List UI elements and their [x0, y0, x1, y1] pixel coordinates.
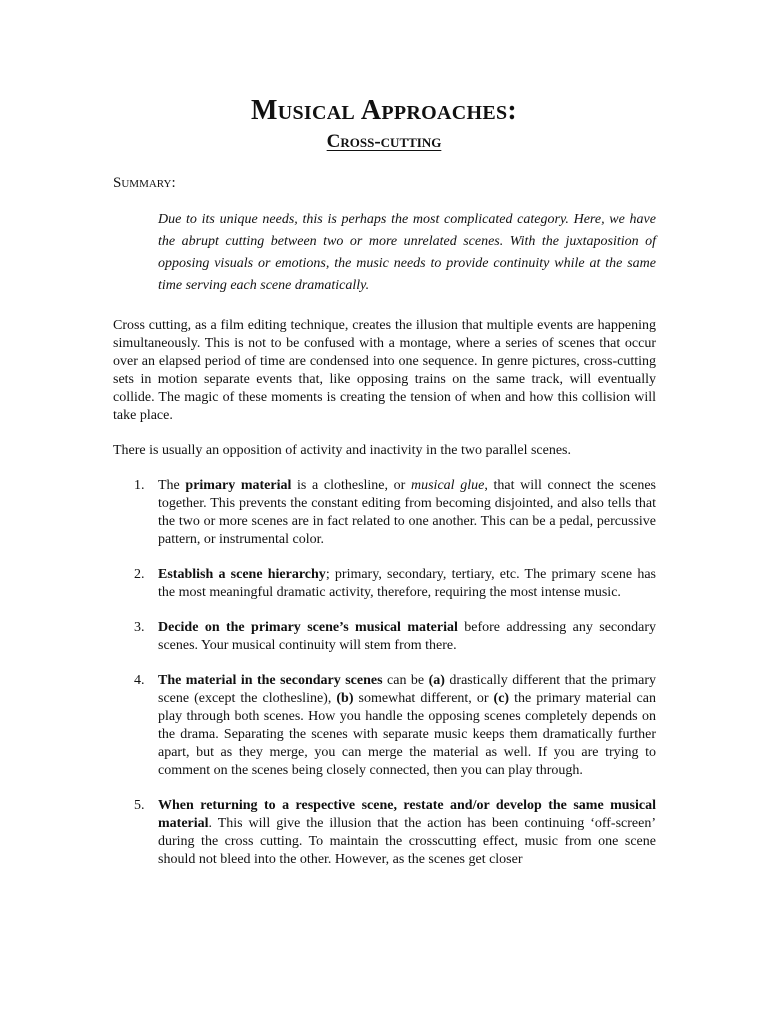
list-item-text: The material in the secondary scenes can be (a) drastically different that the primary scene (except the clothesline), (b) somewhat different, or (c) the primary material can play through both scenes. How you handle the opposing scenes completely depends on the drama. Separating the scenes with separate music keeps them dramatically further apart, but as they merge, you can merge the material as well. If you are trying to comment on the scenes being closely connected, then you can play through.: [158, 673, 656, 778]
list-item: [113, 566, 656, 602]
page-title: Musical Approaches:: [250, 95, 518, 126]
list-item-number: 3.: [134, 620, 145, 635]
body-paragraph: Cross cutting, as a film editing technique, creates the illusion that multiple events are happening simultaneously. This is not to be confused with a montage, where a series of scenes that occur over an elapsed period of time are condensed into one sequence. In genre pictures, cross-cutting sets in motion separate events that, like opposing trains on the same track, will eventually collide. The magic of these moments is creating the tension of when and how this collision will take place.: [113, 318, 656, 423]
list-item: [113, 477, 656, 549]
list-item: [113, 797, 656, 869]
list-item-text: Decide on the primary scene’s musical material before addressing any secondary scenes. Your musical continuity will stem from there.: [158, 620, 657, 653]
numbered-list: [113, 477, 656, 886]
list-item-number: 2.: [134, 567, 145, 582]
list-item-number: 1.: [134, 478, 145, 493]
list-item: [113, 672, 656, 780]
list-item-number: 4.: [134, 673, 145, 688]
list-item: [113, 619, 656, 655]
list-item-number: 5.: [134, 798, 145, 813]
summary-heading: Summary:: [113, 175, 176, 191]
summary-text: Due to its unique needs, this is perhaps the most complicated category. Here, we have the abrupt cutting between two or more unrelated scenes. With the juxtaposition of opposing visuals or emotions, the music needs to provide continuity while at the same time serving each scene dramatically.: [158, 212, 656, 293]
list-item-text: The primary material is a clothesline, or musical glue, that will connect the scenes together. This prevents the constant editing from becoming disjointed, and also tells that the two or more scenes are in fact related to one another. This can be a pedal, percussive pattern, or instrumental color.: [158, 478, 657, 547]
body-paragraph: There is usually an opposition of activity and inactivity in the two parallel scenes.: [113, 443, 571, 458]
page-subtitle: Cross-cutting: [326, 131, 442, 152]
list-item-text: Establish a scene hierarchy; primary, secondary, tertiary, etc. The primary scene has the most meaningful dramatic activity, therefore, requiring the most intense music.: [158, 567, 656, 600]
list-item-text: When returning to a respective scene, restate and/or develop the same musical material. This will give the illusion that the action has been continuing ‘off-screen’ during the cross cutting. To maintain the crosscutting effect, music from one scene should not bleed into the other. However, as the scenes get closer: [158, 798, 656, 867]
